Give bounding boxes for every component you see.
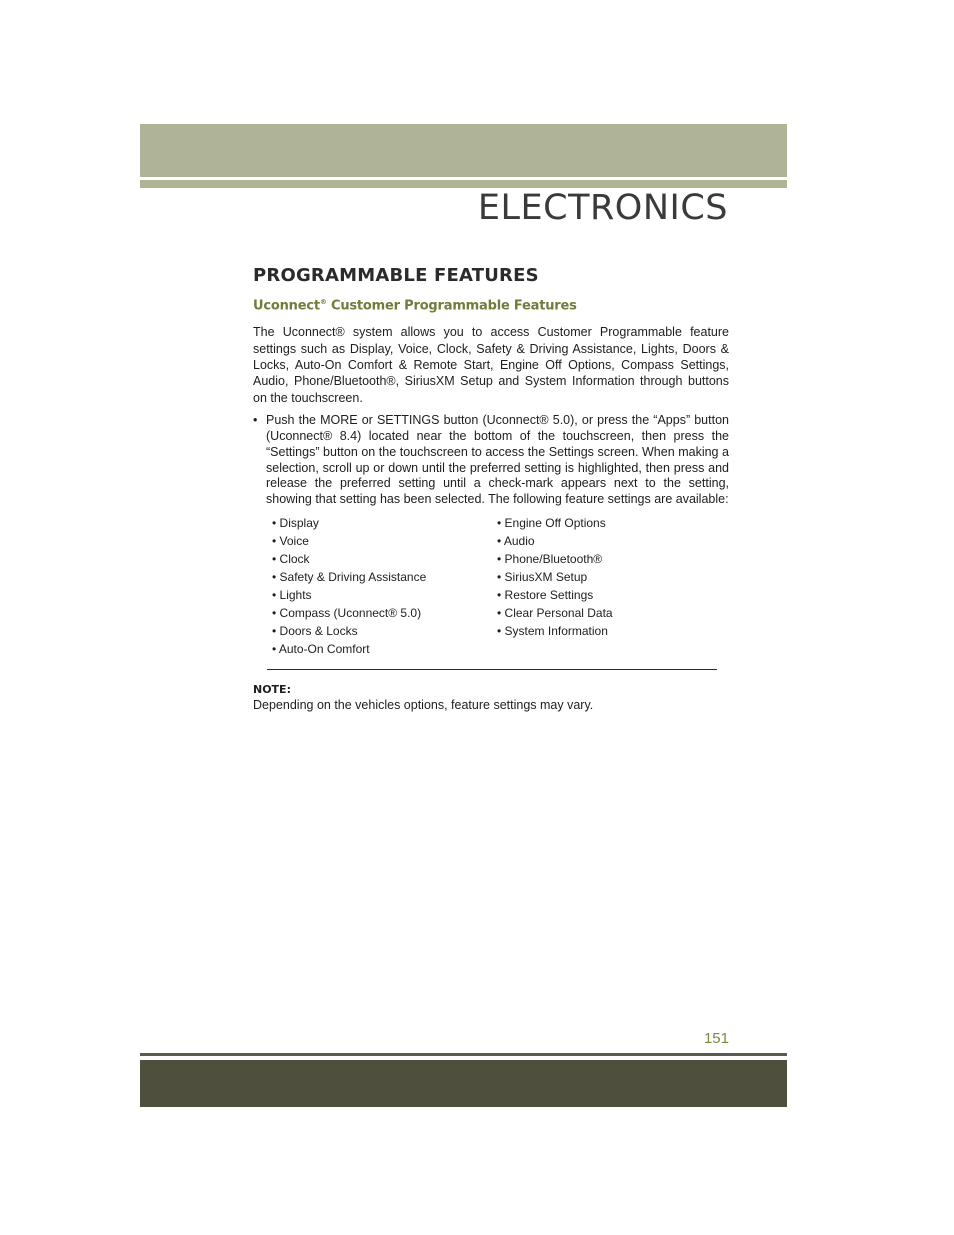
page-heading: PROGRAMMABLE FEATURES <box>253 265 539 286</box>
list-item: • System Information <box>497 624 608 639</box>
list-item: • Doors & Locks <box>272 624 358 639</box>
feature-column-left <box>272 514 497 658</box>
subheading-suffix: Customer Programmable Features <box>326 298 577 314</box>
note-text: Depending on the vehicles options, feature settings may vary. <box>253 698 594 713</box>
registered-mark: ® <box>319 298 327 306</box>
bullet-dot: • <box>253 412 258 427</box>
list-item: • Restore Settings <box>497 588 594 603</box>
section-title: ELECTRONICS <box>477 188 728 228</box>
list-item: • Audio <box>497 534 535 549</box>
footer-band <box>140 1060 787 1107</box>
list-item: • Voice <box>272 534 309 549</box>
page-number: 151 <box>703 1030 729 1047</box>
list-item: • Safety & Driving Assistance <box>272 570 427 585</box>
list-item: • Display <box>272 516 319 531</box>
subheading <box>253 298 729 313</box>
list-item: • Engine Off Options <box>497 516 606 531</box>
header-stripe <box>140 180 787 188</box>
feature-list <box>272 514 729 658</box>
intro-paragraph: The Uconnect® system allows you to access Customer Programmable feature settings such as Display, Voice, Clock, Safety & Driving Assistance, Lights, Doors & Locks, Auto-On Comfort & Remote Start, Engine Off Options, Compass Settings, Audio, Phone/Bluetooth®, SiriusXM Setup and System Information through buttons on the touchscreen. <box>253 325 729 405</box>
list-item: • Phone/Bluetooth® <box>497 552 603 567</box>
feature-column-right <box>497 514 717 658</box>
instruction-bullet <box>253 413 729 508</box>
subheading-prefix: Uconnect <box>253 298 320 314</box>
footer-line <box>140 1053 787 1056</box>
list-item: • Auto-On Comfort <box>272 642 370 657</box>
bullet-text: Push the MORE or SETTINGS button (Uconnect® 5.0), or press the “Apps” button (Uconnect® 8.4) located near the bottom of the touchscreen, then press the “Settings” button on the touchscreen to access the Settings screen. When making a selection, scroll up or down until the preferred setting is highlighted, then press and release the preferred setting until a check-mark appears next to the setting, showing that setting has been selected. The following feature settings are available: <box>266 412 729 507</box>
list-item: • Clear Personal Data <box>497 606 613 621</box>
list-item: • Lights <box>272 588 312 603</box>
note-label: NOTE: <box>253 683 291 697</box>
divider <box>267 669 717 670</box>
list-item: • Compass (Uconnect® 5.0) <box>272 606 422 621</box>
page-content <box>253 265 729 713</box>
list-item: • SiriusXM Setup <box>497 570 588 585</box>
list-item: • Clock <box>272 552 310 567</box>
header-band <box>140 124 787 177</box>
